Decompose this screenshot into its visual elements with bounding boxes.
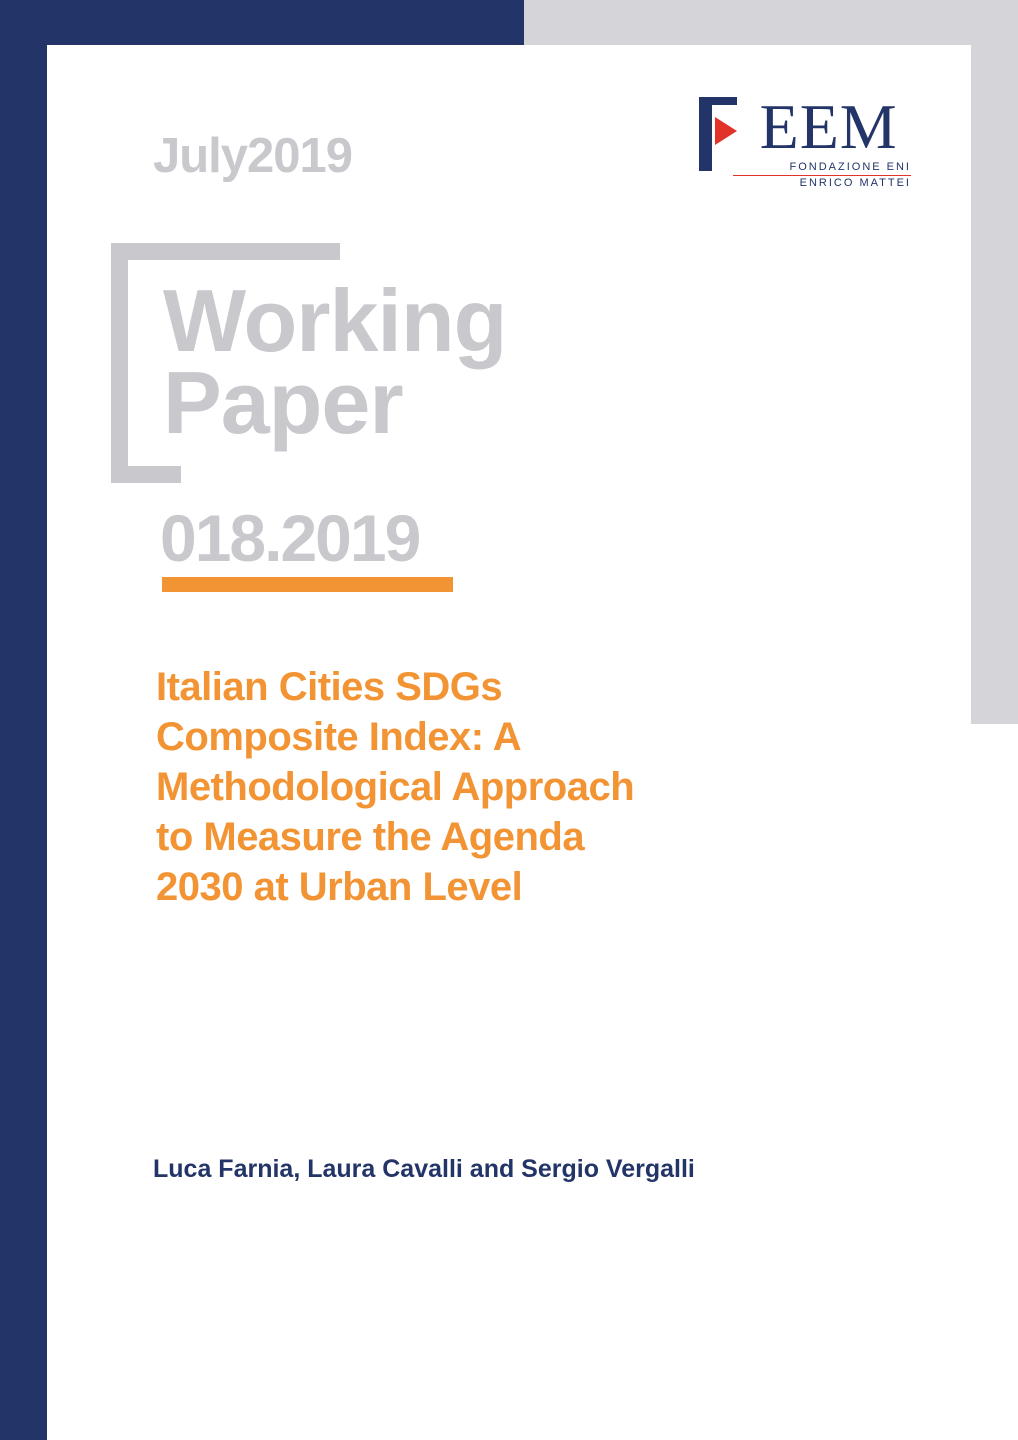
publication-date: July2019 xyxy=(153,129,353,183)
paper-title-line: Composite Index: A xyxy=(156,715,522,759)
navy-side-band xyxy=(0,0,47,1440)
bracket-frame-left xyxy=(111,243,128,483)
feem-logo xyxy=(695,91,917,189)
navy-top-band xyxy=(0,0,524,45)
document-type-heading xyxy=(163,271,507,452)
document-type-line2: Paper xyxy=(163,353,403,452)
paper-title-line: to Measure the Agenda xyxy=(156,815,585,859)
bracket-frame-bottom xyxy=(111,466,181,483)
logo-divider xyxy=(733,175,911,176)
grey-top-band xyxy=(524,0,1018,45)
paper-title xyxy=(156,662,796,912)
grey-side-band xyxy=(971,0,1018,724)
authors: Luca Farnia, Laura Cavalli and Sergio Vergalli xyxy=(153,1155,695,1183)
logo-f-stem xyxy=(699,97,712,171)
logo-subtitle-line1: FONDAZIONE ENI xyxy=(789,161,911,173)
paper-number: 018.2019 xyxy=(160,501,420,575)
document-type-line1: Working xyxy=(163,271,507,370)
orange-divider xyxy=(162,577,453,592)
bracket-frame-top xyxy=(111,243,340,260)
paper-title-line: Italian Cities SDGs xyxy=(156,665,503,709)
logo-subtitle-line2: ENRICO MATTEI xyxy=(799,177,911,189)
paper-title-line: Methodological Approach xyxy=(156,765,635,809)
logo-wordmark: EEM xyxy=(759,91,898,162)
paper-title-line: 2030 at Urban Level xyxy=(156,865,523,909)
